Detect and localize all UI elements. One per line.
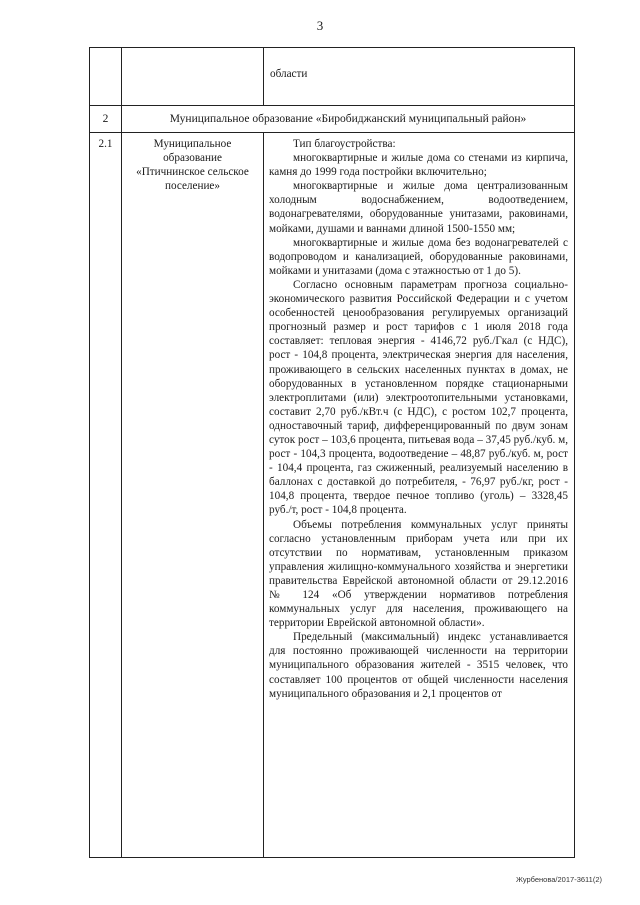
paragraph: Тип благоустройства:	[293, 138, 396, 150]
entry-row	[90, 133, 575, 858]
paragraph: Предельный (максимальный) индекс устанавливается для постоянно проживающей численности на территории муниципального образования жителей - 3515 человек, что составляет 100 процентов от общей численности населения муниципального образования и 2,1 процентов от	[269, 631, 568, 700]
page-number: 3	[316, 18, 324, 33]
section-title: Муниципальное образование «Биробиджанский муниципальный район»	[122, 106, 575, 133]
section-row	[90, 106, 575, 133]
continuation-number-cell	[90, 48, 122, 106]
paragraph: многоквартирные и жилые дома централизованным холодным водоснабжением, водоотведением, водонагревателями, оборудованные унитазами, раковинами, мойками, душами и ваннами длиной 1500-1550 мм;	[269, 180, 568, 235]
paragraph: Объемы потребления коммунальных услуг приняты согласно установленным приборам учета или при их отсутствии по нормативам, установленным приказом управления жилищно-коммунального хозяйства и энергетики правительства Еврейской автономной области от 29.12.2016 № 124 «Об утверждении нормативов потребления коммунальных услуг для населения, проживающего на территории Еврейской автономной области».	[269, 518, 568, 630]
section-number: 2	[90, 106, 122, 133]
continuation-name-cell	[122, 48, 264, 106]
paragraph: Согласно основным параметрам прогноза социально-экономического развития Российской Федерации и с учетом особенностей ценообразования регулируемых организаций прогнозный размер и рост тарифов с 1 июля 2018 года составляет: тепловая энергия - 4146,72 руб./Гкал (с НДС), рост - 104,8 процента, электрическая энергия для населения, проживающего в сельских населенных пунктах в домах, не оборудованных в установленном порядке стационарными электроплитами (или) электроотопительными установками, составит 2,70 руб./кВт.ч (с НДС), с ростом 102,7 процента, одноставочный тариф, дифференцированный по двум зонам суток рост – 103,6 процента, питьевая вода – 37,45 руб./куб. м, рост - 104,3 процента, водоотведение – 48,87 руб./куб. м, рост - 104,4 процента, газ сжиженный, реализуемый населению в баллонах с доставкой до потребителя, - 76,97 руб./кг, рост - 104,8 процента, твердое печное топливо (уголь) – 3328,45 руб./т, рост - 104,8 процента.	[269, 278, 568, 517]
paragraph: многоквартирные и жилые дома со стенами из кирпича, камня до 1999 года постройки включительно;	[269, 152, 568, 179]
continuation-row	[90, 48, 575, 106]
tariff-table	[89, 47, 575, 858]
entry-description	[264, 133, 575, 858]
entry-number: 2.1	[90, 133, 122, 858]
document-code: Журбенова/2017-3611(2)	[515, 875, 602, 884]
paragraph: многоквартирные и жилые дома без водонагревателей с водопроводом и канализацией, оборудованные раковинами, мойками и унитазами (дома с этажностью от 1 до 5).	[269, 236, 568, 277]
continuation-text: области	[264, 48, 575, 106]
entry-name: Муниципальное образование «Птичнинское сельское поселение»	[122, 133, 264, 858]
